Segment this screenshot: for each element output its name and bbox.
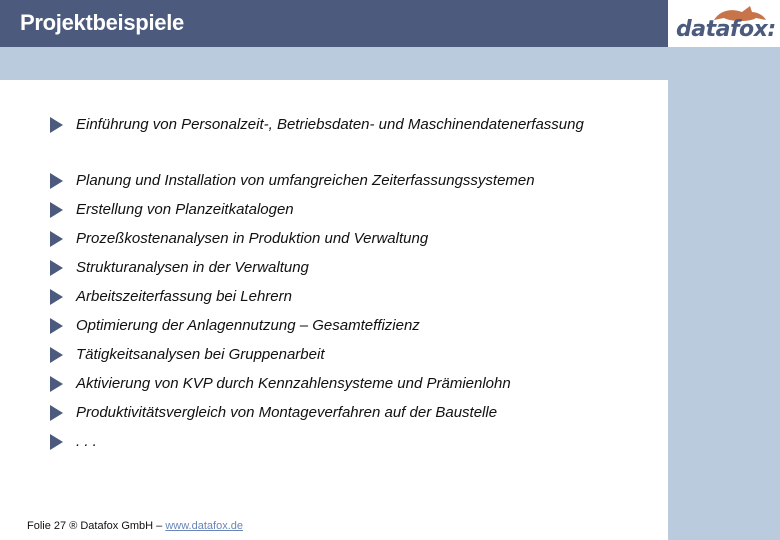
right-sidebar-strip bbox=[668, 47, 780, 540]
list-item bbox=[48, 168, 648, 197]
triangle-right-icon bbox=[50, 434, 63, 450]
triangle-right-icon bbox=[50, 117, 63, 133]
list-item-text: Erstellung von Planzeitkatalogen bbox=[76, 201, 294, 218]
list-item bbox=[48, 255, 648, 284]
triangle-right-icon bbox=[50, 376, 63, 392]
list-item bbox=[48, 284, 648, 313]
list-item bbox=[48, 400, 648, 429]
triangle-right-icon bbox=[50, 260, 63, 276]
triangle-right-icon bbox=[50, 405, 63, 421]
list-item-text: Prozeßkostenanalysen in Produktion und Verwaltung bbox=[76, 230, 429, 247]
list-item-text: . . . bbox=[76, 433, 97, 450]
list-item-text: Optimierung der Anlagennutzung – Gesamteffizienz bbox=[76, 317, 420, 334]
list-item-text: Planung und Installation von umfangreichen Zeiterfassungssystemen bbox=[76, 172, 535, 189]
list-item bbox=[48, 429, 648, 458]
list-item bbox=[48, 313, 648, 342]
title-bar bbox=[0, 0, 668, 47]
list-item bbox=[48, 371, 648, 400]
triangle-right-icon bbox=[50, 289, 63, 305]
triangle-right-icon bbox=[50, 231, 63, 247]
datafox-logo bbox=[668, 0, 780, 47]
page-title: Projektbeispiele bbox=[20, 10, 184, 35]
triangle-right-icon bbox=[50, 202, 63, 218]
triangle-right-icon bbox=[50, 347, 63, 363]
triangle-right-icon bbox=[50, 318, 63, 334]
list-item-text: Tätigkeitsanalysen bei Gruppenarbeit bbox=[76, 346, 325, 363]
list-item bbox=[48, 197, 648, 226]
footer-link[interactable]: www.datafox.de bbox=[165, 520, 243, 532]
footer-text: Folie 27 ® Datafox GmbH – bbox=[27, 520, 166, 532]
logo-text: datafox: bbox=[676, 17, 776, 42]
list-item-text: Arbeitszeiterfassung bei Lehrern bbox=[76, 288, 292, 305]
list-item-text: Strukturanalysen in der Verwaltung bbox=[76, 259, 309, 276]
list-item-text: Produktivitätsvergleich von Montageverfahren auf der Baustelle bbox=[76, 404, 498, 421]
list-item-text: Einführung von Personalzeit-, Betriebsdaten- und Maschinendatenerfassung bbox=[76, 116, 584, 133]
list-item bbox=[48, 226, 648, 255]
list-item-text: Aktivierung von KVP durch Kennzahlensysteme und Prämienlohn bbox=[76, 375, 511, 392]
triangle-right-icon bbox=[50, 173, 63, 189]
header-band bbox=[0, 47, 780, 80]
list-item bbox=[48, 112, 648, 168]
project-list bbox=[48, 112, 648, 458]
footer bbox=[27, 520, 243, 532]
list-item bbox=[48, 342, 648, 371]
